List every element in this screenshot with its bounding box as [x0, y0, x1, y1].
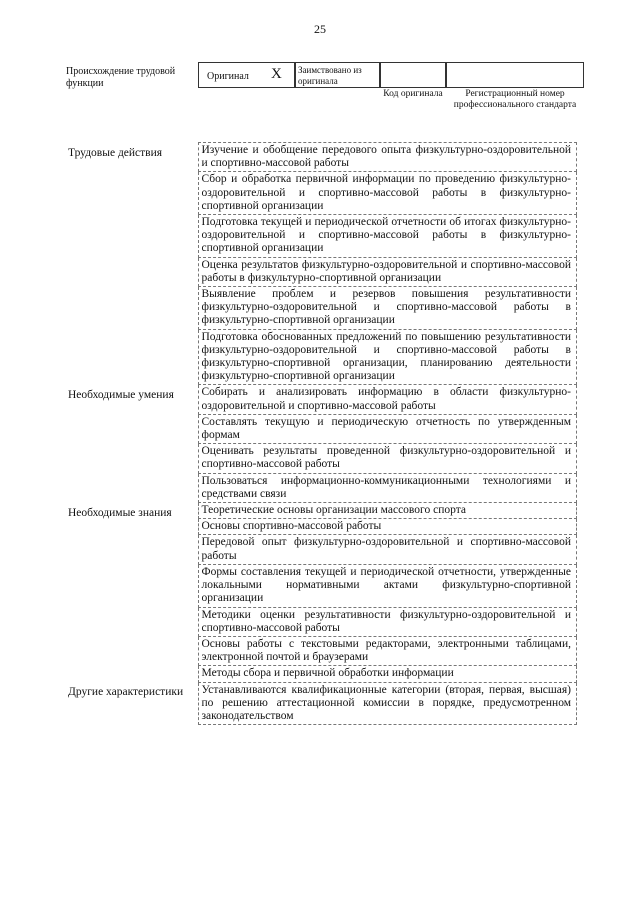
section-label: Необходимые знания [68, 506, 172, 519]
section-item: Подготовка текущей и периодической отчетности об итогах физкультурно-оздоровительной и спортивно-массовой работы в физкультурно-спортивной организации [198, 215, 577, 258]
function-origin-header [64, 62, 584, 132]
section-item: Сбор и обработка первичной информации по проведению физкультурно-оздоровительной и спортивно-массовой работы в физкультурно-спортивной организации [198, 172, 577, 215]
table-row [64, 385, 577, 414]
section-item: Основы спортивно-массовой работы [198, 519, 577, 535]
section-item: Собирать и анализировать информацию в области физкультурно-оздоровительной и спортивно-массовой работы [198, 385, 577, 414]
page-number: 25 [314, 22, 326, 36]
section-label: Необходимые умения [68, 388, 174, 401]
table-row [64, 682, 577, 725]
table-row [64, 503, 577, 519]
section-item: Оценка результатов физкультурно-оздоровительной и спортивно-массовой работы в физкультурно-спортивной организации [198, 257, 577, 286]
registration-number-caption: Регистрационный номер профессионального стандарта [453, 89, 577, 110]
section-item: Формы составления текущей и периодической отчетности, утвержденные локальными нормативными актами физкультурно-спортивной организации [198, 564, 577, 607]
original-code-box [380, 62, 446, 88]
section-item: Передовой опыт физкультурно-оздоровительной и спортивно-массовой работы [198, 535, 577, 564]
borrowed-box: Заимствовано из оригинала [295, 62, 380, 88]
section-item: Выявление проблем и резервов повышения результативности физкультурно-оздоровительной и спортивно-массовой работы в физкультурно-спортивной организации [198, 287, 577, 330]
section-item: Теоретические основы организации массового спорта [198, 503, 577, 519]
section-item: Подготовка обоснованных предложений по повышению результативности физкультурно-оздоровительной и спортивно-массовой работы в физкультурно-спортивной организации, планированию деятельности физкультурно-спортивной организации [198, 329, 577, 385]
origin-label: Происхождение трудовой функции [66, 66, 176, 89]
section-item: Составлять текущую и периодическую отчетность по утвержденным формам [198, 414, 577, 443]
original-label: Оригинал [207, 71, 249, 82]
section-label: Другие характеристики [68, 686, 184, 699]
original-code-caption: Код оригинала [383, 89, 443, 99]
section-item: Пользоваться информационно-коммуникационными технологиями и средствами связи [198, 473, 577, 502]
section-item: Оценивать результаты проведенной физкультурно-оздоровительной и спортивно-массовой работы [198, 444, 577, 473]
section-item: Изучение и обобщение передового опыта физкультурно-оздоровительной и спортивно-массовой работы [198, 143, 577, 172]
section-item: Методы сбора и первичной обработки информации [198, 666, 577, 682]
original-box [198, 62, 295, 88]
section-item: Устанавливаются квалификационные категории (вторая, первая, высшая) по решению аттестационной комиссии в порядке, предусмотренном законодательством [198, 682, 577, 725]
section-label: Трудовые действия [68, 146, 163, 159]
labor-function-table [64, 142, 577, 725]
registration-number-box [446, 62, 584, 88]
section-item: Методики оценки результативности физкультурно-оздоровительной и спортивно-массовой работы [198, 607, 577, 636]
section-item: Основы работы с текстовыми редакторами, электронными таблицами, электронной почтой и браузерами [198, 636, 577, 665]
table-row [64, 143, 577, 172]
original-checkmark: X [271, 66, 282, 82]
